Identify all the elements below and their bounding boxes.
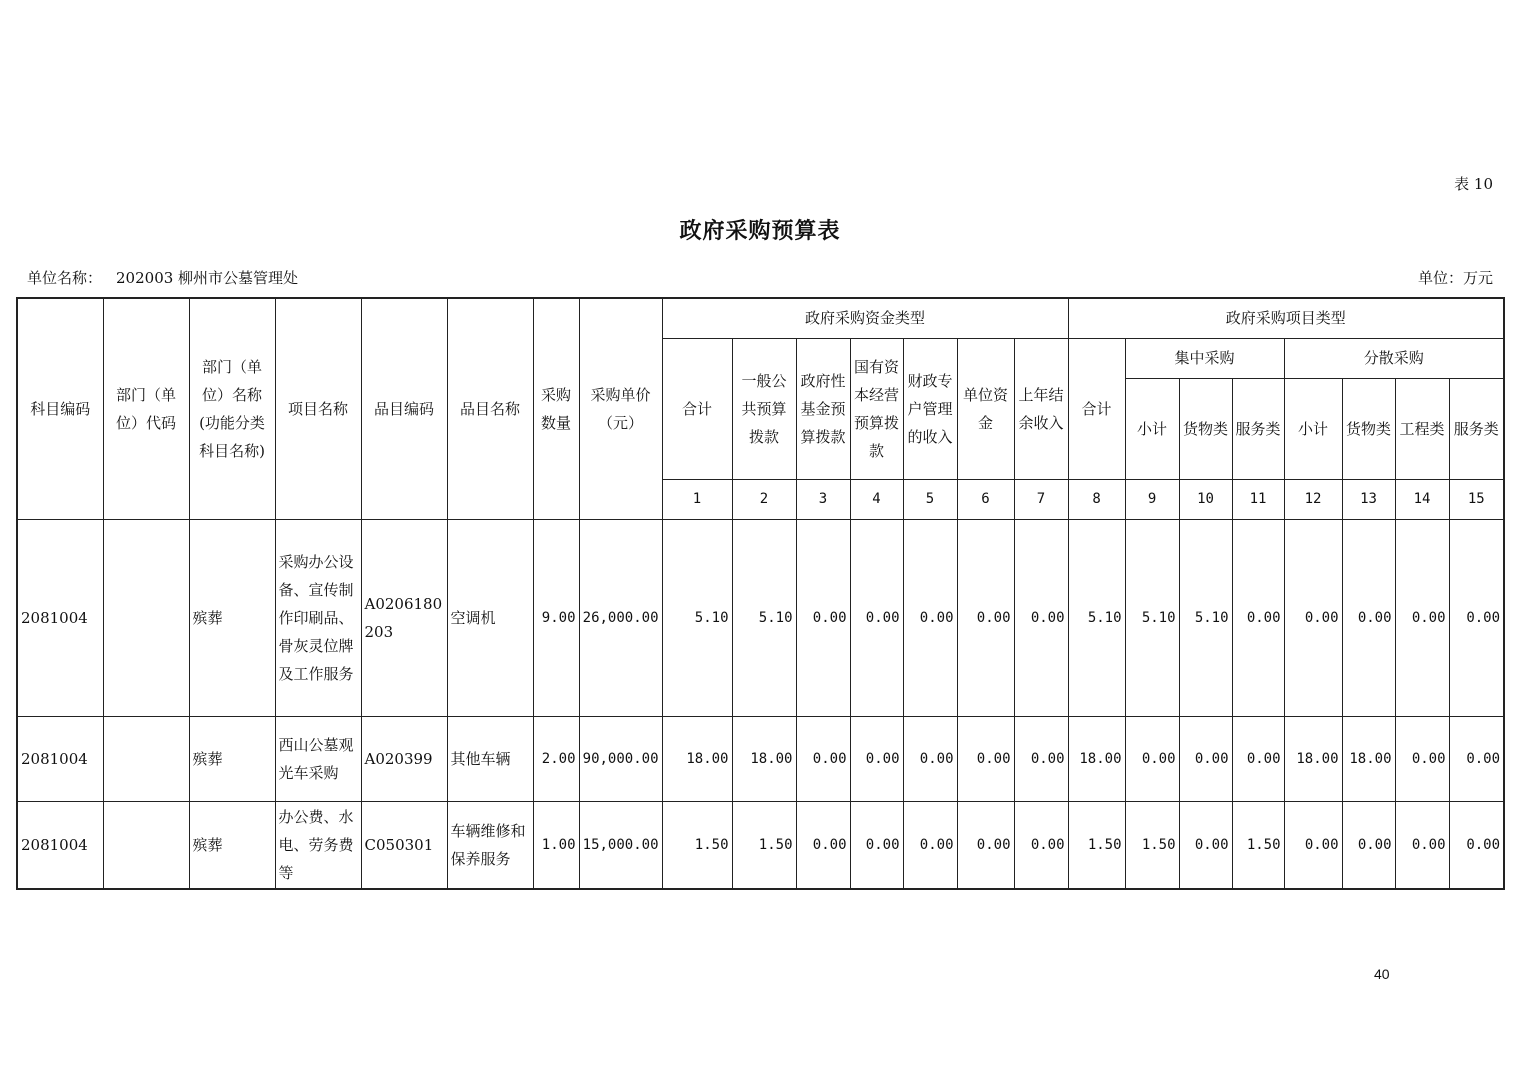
col-number: 10 xyxy=(1179,479,1232,519)
cell-value: 0.00 xyxy=(1449,801,1504,889)
cell-value: 1.50 xyxy=(732,801,796,889)
cell-value: 0.00 xyxy=(1449,716,1504,801)
cell-value: 1.50 xyxy=(1232,801,1284,889)
col-number: 13 xyxy=(1342,479,1395,519)
cell-item-code: C050301 xyxy=(361,801,447,889)
col-number: 8 xyxy=(1068,479,1125,519)
cell-value: 0.00 xyxy=(1014,801,1068,889)
header-quantity: 采购数量 xyxy=(533,298,579,519)
cell-subject-code: 2081004 xyxy=(17,519,103,716)
cell-subject-code: 2081004 xyxy=(17,716,103,801)
cell-project-name: 西山公墓观光车采购 xyxy=(275,716,361,801)
header-c-subtotal: 小计 xyxy=(1125,378,1179,479)
header-fund-type-group: 政府采购资金类型 xyxy=(662,298,1068,338)
header-decentralized: 分散采购 xyxy=(1284,338,1504,378)
cell-unit-price: 90,000.00 xyxy=(579,716,662,801)
cell-quantity: 1.00 xyxy=(533,801,579,889)
cell-value: 0.00 xyxy=(957,801,1014,889)
header-state-capital: 国有资本经营预算拨款 xyxy=(850,338,903,479)
cell-value: 0.00 xyxy=(796,519,850,716)
cell-value: 5.10 xyxy=(662,519,732,716)
cell-value: 0.00 xyxy=(1232,519,1284,716)
page-title: 政府采购预算表 xyxy=(679,218,841,244)
header-dept-code: 部门（单位）代码 xyxy=(103,298,189,519)
cell-dept-code xyxy=(103,716,189,801)
cell-value: 18.00 xyxy=(1342,716,1395,801)
col-number: 15 xyxy=(1449,479,1504,519)
header-gov-fund: 政府性基金预算拨款 xyxy=(796,338,850,479)
col-number: 6 xyxy=(957,479,1014,519)
table-row xyxy=(17,716,1504,801)
header-d-works: 工程类 xyxy=(1395,378,1449,479)
col-number: 12 xyxy=(1284,479,1342,519)
cell-value: 0.00 xyxy=(1395,716,1449,801)
header-d-goods: 货物类 xyxy=(1342,378,1395,479)
cell-value: 18.00 xyxy=(662,716,732,801)
cell-value: 0.00 xyxy=(1284,519,1342,716)
col-number: 5 xyxy=(903,479,957,519)
unit-name xyxy=(27,267,298,288)
cell-value: 0.00 xyxy=(796,716,850,801)
cell-dept-code xyxy=(103,519,189,716)
cell-value: 1.50 xyxy=(1068,801,1125,889)
procurement-budget-table xyxy=(16,297,1505,890)
cell-value: 0.00 xyxy=(903,716,957,801)
cell-item-code: A020399 xyxy=(361,716,447,801)
cell-unit-price: 26,000.00 xyxy=(579,519,662,716)
col-number: 4 xyxy=(850,479,903,519)
cell-value: 0.00 xyxy=(1125,716,1179,801)
cell-value: 0.00 xyxy=(1395,801,1449,889)
table-row xyxy=(17,519,1504,716)
cell-value: 0.00 xyxy=(1014,716,1068,801)
cell-value: 0.00 xyxy=(850,519,903,716)
cell-value: 5.10 xyxy=(1125,519,1179,716)
header-subject-code: 科目编码 xyxy=(17,298,103,519)
header-general-budget: 一般公共预算拨款 xyxy=(732,338,796,479)
col-number: 3 xyxy=(796,479,850,519)
cell-item-name: 其他车辆 xyxy=(447,716,533,801)
cell-value: 0.00 xyxy=(957,519,1014,716)
cell-value: 5.10 xyxy=(1068,519,1125,716)
cell-value: 0.00 xyxy=(850,716,903,801)
header-project-type-group: 政府采购项目类型 xyxy=(1068,298,1504,338)
col-number: 7 xyxy=(1014,479,1068,519)
cell-dept-name: 殡葬 xyxy=(189,519,275,716)
cell-dept-name: 殡葬 xyxy=(189,716,275,801)
col-number: 14 xyxy=(1395,479,1449,519)
header-item-code: 品目编码 xyxy=(361,298,447,519)
cell-value: 0.00 xyxy=(903,519,957,716)
cell-value: 18.00 xyxy=(732,716,796,801)
col-number: 9 xyxy=(1125,479,1179,519)
cell-project-name: 办公费、水电、劳务费等 xyxy=(275,801,361,889)
col-number: 1 xyxy=(662,479,732,519)
cell-value: 0.00 xyxy=(1014,519,1068,716)
header-project-name: 项目名称 xyxy=(275,298,361,519)
cell-value: 0.00 xyxy=(1232,716,1284,801)
cell-value: 0.00 xyxy=(796,801,850,889)
cell-value: 0.00 xyxy=(1449,519,1504,716)
header-unit-price: 采购单价（元） xyxy=(579,298,662,519)
header-centralized: 集中采购 xyxy=(1125,338,1284,378)
header-d-subtotal: 小计 xyxy=(1284,378,1342,479)
header-dept-name: 部门（单位）名称(功能分类科目名称) xyxy=(189,298,275,519)
cell-project-name: 采购办公设备、宣传制作印刷品、骨灰灵位牌及工作服务 xyxy=(275,519,361,716)
cell-value: 0.00 xyxy=(850,801,903,889)
unit-name-value: 202003 柳州市公墓管理处 xyxy=(116,269,299,287)
page-number: 40 xyxy=(1374,966,1390,982)
header-unit-funds: 单位资金 xyxy=(957,338,1014,479)
cell-value: 5.10 xyxy=(1179,519,1232,716)
cell-value: 18.00 xyxy=(1068,716,1125,801)
cell-value: 0.00 xyxy=(1342,519,1395,716)
cell-value: 0.00 xyxy=(957,716,1014,801)
cell-value: 0.00 xyxy=(1179,801,1232,889)
cell-dept-code xyxy=(103,801,189,889)
currency-unit: 单位：万元 xyxy=(1417,269,1493,287)
header-special-account: 财政专户管理的收入 xyxy=(903,338,957,479)
cell-value: 1.50 xyxy=(662,801,732,889)
header-fund-total: 合计 xyxy=(662,338,732,479)
cell-dept-name: 殡葬 xyxy=(189,801,275,889)
header-project-total: 合计 xyxy=(1068,338,1125,479)
cell-quantity: 2.00 xyxy=(533,716,579,801)
table-number: 表 10 xyxy=(1454,175,1493,193)
cell-value: 0.00 xyxy=(903,801,957,889)
cell-value: 0.00 xyxy=(1342,801,1395,889)
unit-name-label: 单位名称： xyxy=(27,269,103,287)
col-number: 2 xyxy=(732,479,796,519)
table-row xyxy=(17,801,1504,889)
cell-value: 1.50 xyxy=(1125,801,1179,889)
header-item-name: 品目名称 xyxy=(447,298,533,519)
cell-item-name: 车辆维修和保养服务 xyxy=(447,801,533,889)
cell-item-name: 空调机 xyxy=(447,519,533,716)
header-last-year-balance: 上年结余收入 xyxy=(1014,338,1068,479)
cell-value: 0.00 xyxy=(1395,519,1449,716)
cell-quantity: 9.00 xyxy=(533,519,579,716)
header-d-services: 服务类 xyxy=(1449,378,1504,479)
col-number: 11 xyxy=(1232,479,1284,519)
cell-value: 5.10 xyxy=(732,519,796,716)
cell-value: 0.00 xyxy=(1284,801,1342,889)
header-c-services: 服务类 xyxy=(1232,378,1284,479)
cell-item-code: A0206180203 xyxy=(361,519,447,716)
cell-unit-price: 15,000.00 xyxy=(579,801,662,889)
cell-value: 18.00 xyxy=(1284,716,1342,801)
header-c-goods: 货物类 xyxy=(1179,378,1232,479)
cell-value: 0.00 xyxy=(1179,716,1232,801)
cell-subject-code: 2081004 xyxy=(17,801,103,889)
